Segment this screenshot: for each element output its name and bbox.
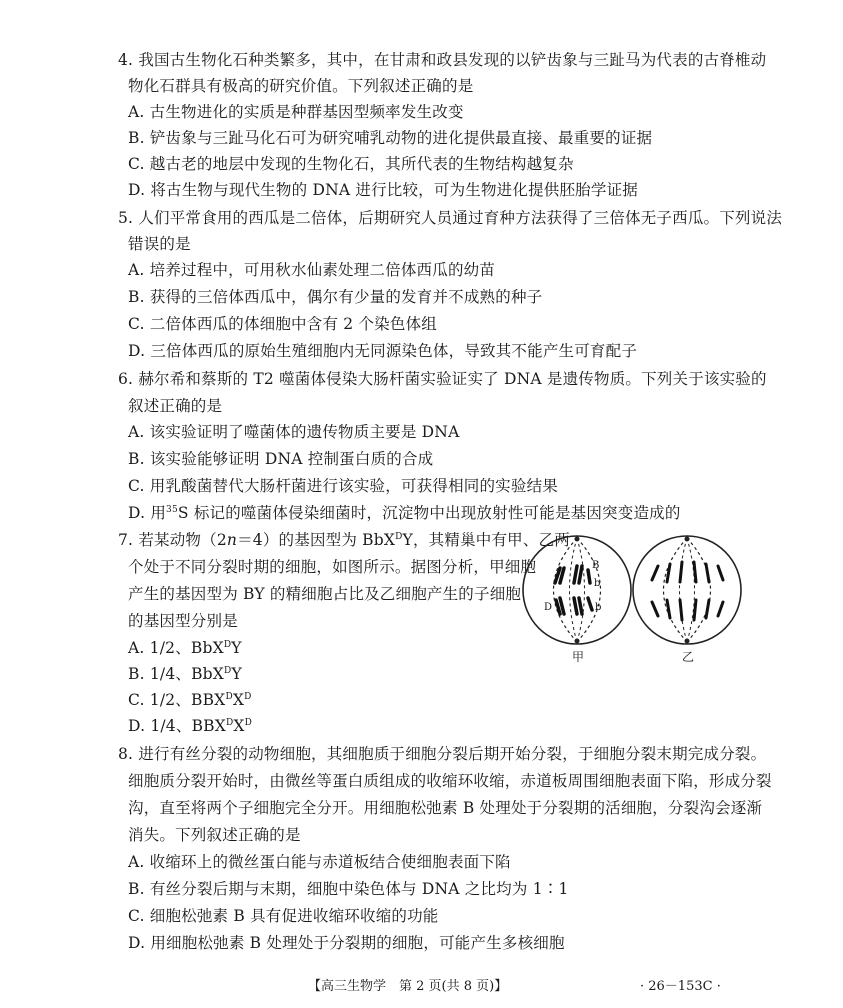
page-footer-title: 【高三生物学 第 2 页(共 8 页)】 [308, 979, 508, 994]
gene-label-d: D [544, 602, 553, 613]
q6-stem-line2: 叙述正确的是 [128, 397, 223, 415]
q8-stem-line1: 8. 进行有丝分裂的动物细胞，其细胞质于细胞分裂后期开始分裂，于细胞分裂末期完成分裂。 [118, 745, 767, 763]
q6-option-c: C. 用乳酸菌替代大肠杆菌进行该实验，可获得相同的实验结果 [128, 477, 558, 495]
q6-option-a: A. 该实验证明了噬菌体的遗传物质主要是 DNA [128, 423, 460, 441]
q5-stem-line2: 错误的是 [128, 235, 191, 253]
q7-stem-line2: 个处于不同分裂时期的细胞，如图所示。据图分析，甲细胞 [128, 558, 537, 576]
q8-stem-line4: 消失。下列叙述正确的是 [128, 826, 301, 844]
q8-stem-line2: 细胞质分裂开始时，由微丝等蛋白质组成的收缩环收缩，赤道板周围细胞表面下陷，形成分裂 [128, 772, 772, 790]
q5-option-c: C. 二倍体西瓜的体细胞中含有 2 个染色体组 [128, 315, 437, 333]
gene-label-b-lower-1: b [594, 578, 601, 589]
q5-stem-line1: 5. 人们平常食用的西瓜是二倍体，后期研究人员通过育种方法获得了三倍体无子西瓜。下列说法 [118, 209, 783, 227]
q7-stem-line4: 的基因型分别是 [128, 612, 238, 630]
q7-option-b: B. 1/4、BbX$^D$Y [128, 665, 242, 683]
q6-stem-line1: 6. 赫尔希和蔡斯的 T2 噬菌体侵染大肠杆菌实验证实了 DNA 是遗传物质。下列关于该实验的 [118, 370, 767, 388]
q6-option-d: D. 用$^{35}$S 标记的噬菌体侵染细菌时，沉淀物中出现放射性可能是基因突变造成的 [128, 504, 681, 522]
q4-stem-line1: 4. 我国古生物化石种类繁多，其中，在甘肃和政县发现的以铲齿象与三趾马为代表的古脊椎动 [118, 51, 767, 69]
q5-option-b: B. 获得的三倍体西瓜中，偶尔有少量的发育并不成熟的种子 [128, 288, 543, 306]
figure-label-jia: 甲 [572, 650, 585, 664]
cell-yi [633, 536, 741, 644]
q8-option-c: C. 细胞松弛素 B 具有促进收缩环收缩的功能 [128, 907, 439, 925]
q7-option-c: C. 1/2、$BBX^DX^D$ [128, 691, 252, 709]
q5-option-d: D. 三倍体西瓜的原始生殖细胞内无同源染色体，导致其不能产生可育配子 [128, 342, 638, 360]
q7-option-a: A. 1/2、BbX$^D$Y [128, 639, 242, 657]
q8-option-a: A. 收缩环上的微丝蛋白能与赤道板结合使细胞表面下陷 [128, 853, 511, 871]
q7-stem-line1: 7. 若某动物（2n＝4）的基因型为 BbX$^D$Y，其精巢中有甲、乙两 [118, 531, 570, 549]
figure-label-yi: 乙 [682, 650, 695, 664]
q5-option-a: A. 培养过程中，可用秋水仙素处理二倍体西瓜的幼苗 [128, 261, 496, 279]
q7-option-d: D. 1/4、$BBX^DX^D$ [128, 717, 253, 735]
q4-option-b: B. 铲齿象与三趾马化石可为研究哺乳动物的进化提供最直接、最重要的证据 [128, 129, 653, 147]
gene-label-b-upper: B [592, 560, 600, 571]
q6-option-b: B. 该实验能够证明 DNA 控制蛋白质的合成 [128, 450, 434, 468]
q4-option-a: A. 古生物进化的实质是种群基因型频率发生改变 [128, 103, 464, 121]
cell-jia [523, 536, 631, 644]
q4-option-d: D. 将古生物与现代生物的 DNA 进行比较，可为生物进化提供胚胎学证据 [128, 181, 638, 199]
q8-stem-line3: 沟，直至将两个子细胞完全分开。用细胞松弛素 B 处理处于分裂期的活细胞，分裂沟会逐渐 [128, 799, 763, 817]
q4-stem-line2: 物化石群具有极高的研究价值。下列叙述正确的是 [128, 77, 474, 95]
q7-stem-line3: 产生的基因型为 BY 的精细胞占比及乙细胞产生的子细胞 [128, 585, 522, 603]
q8-option-d: D. 用细胞松弛素 B 处理处于分裂期的细胞，可能产生多核细胞 [128, 934, 565, 952]
cell-division-figure [522, 528, 742, 668]
q8-option-b: B. 有丝分裂后期与末期，细胞中染色体与 DNA 之比均为 1∶1 [128, 880, 569, 898]
page-footer-code: · 26－153C · [640, 979, 721, 994]
gene-label-b-lower-2: b [595, 602, 602, 613]
q4-option-c: C. 越古老的地层中发现的生物化石，其所代表的生物结构越复杂 [128, 155, 574, 173]
